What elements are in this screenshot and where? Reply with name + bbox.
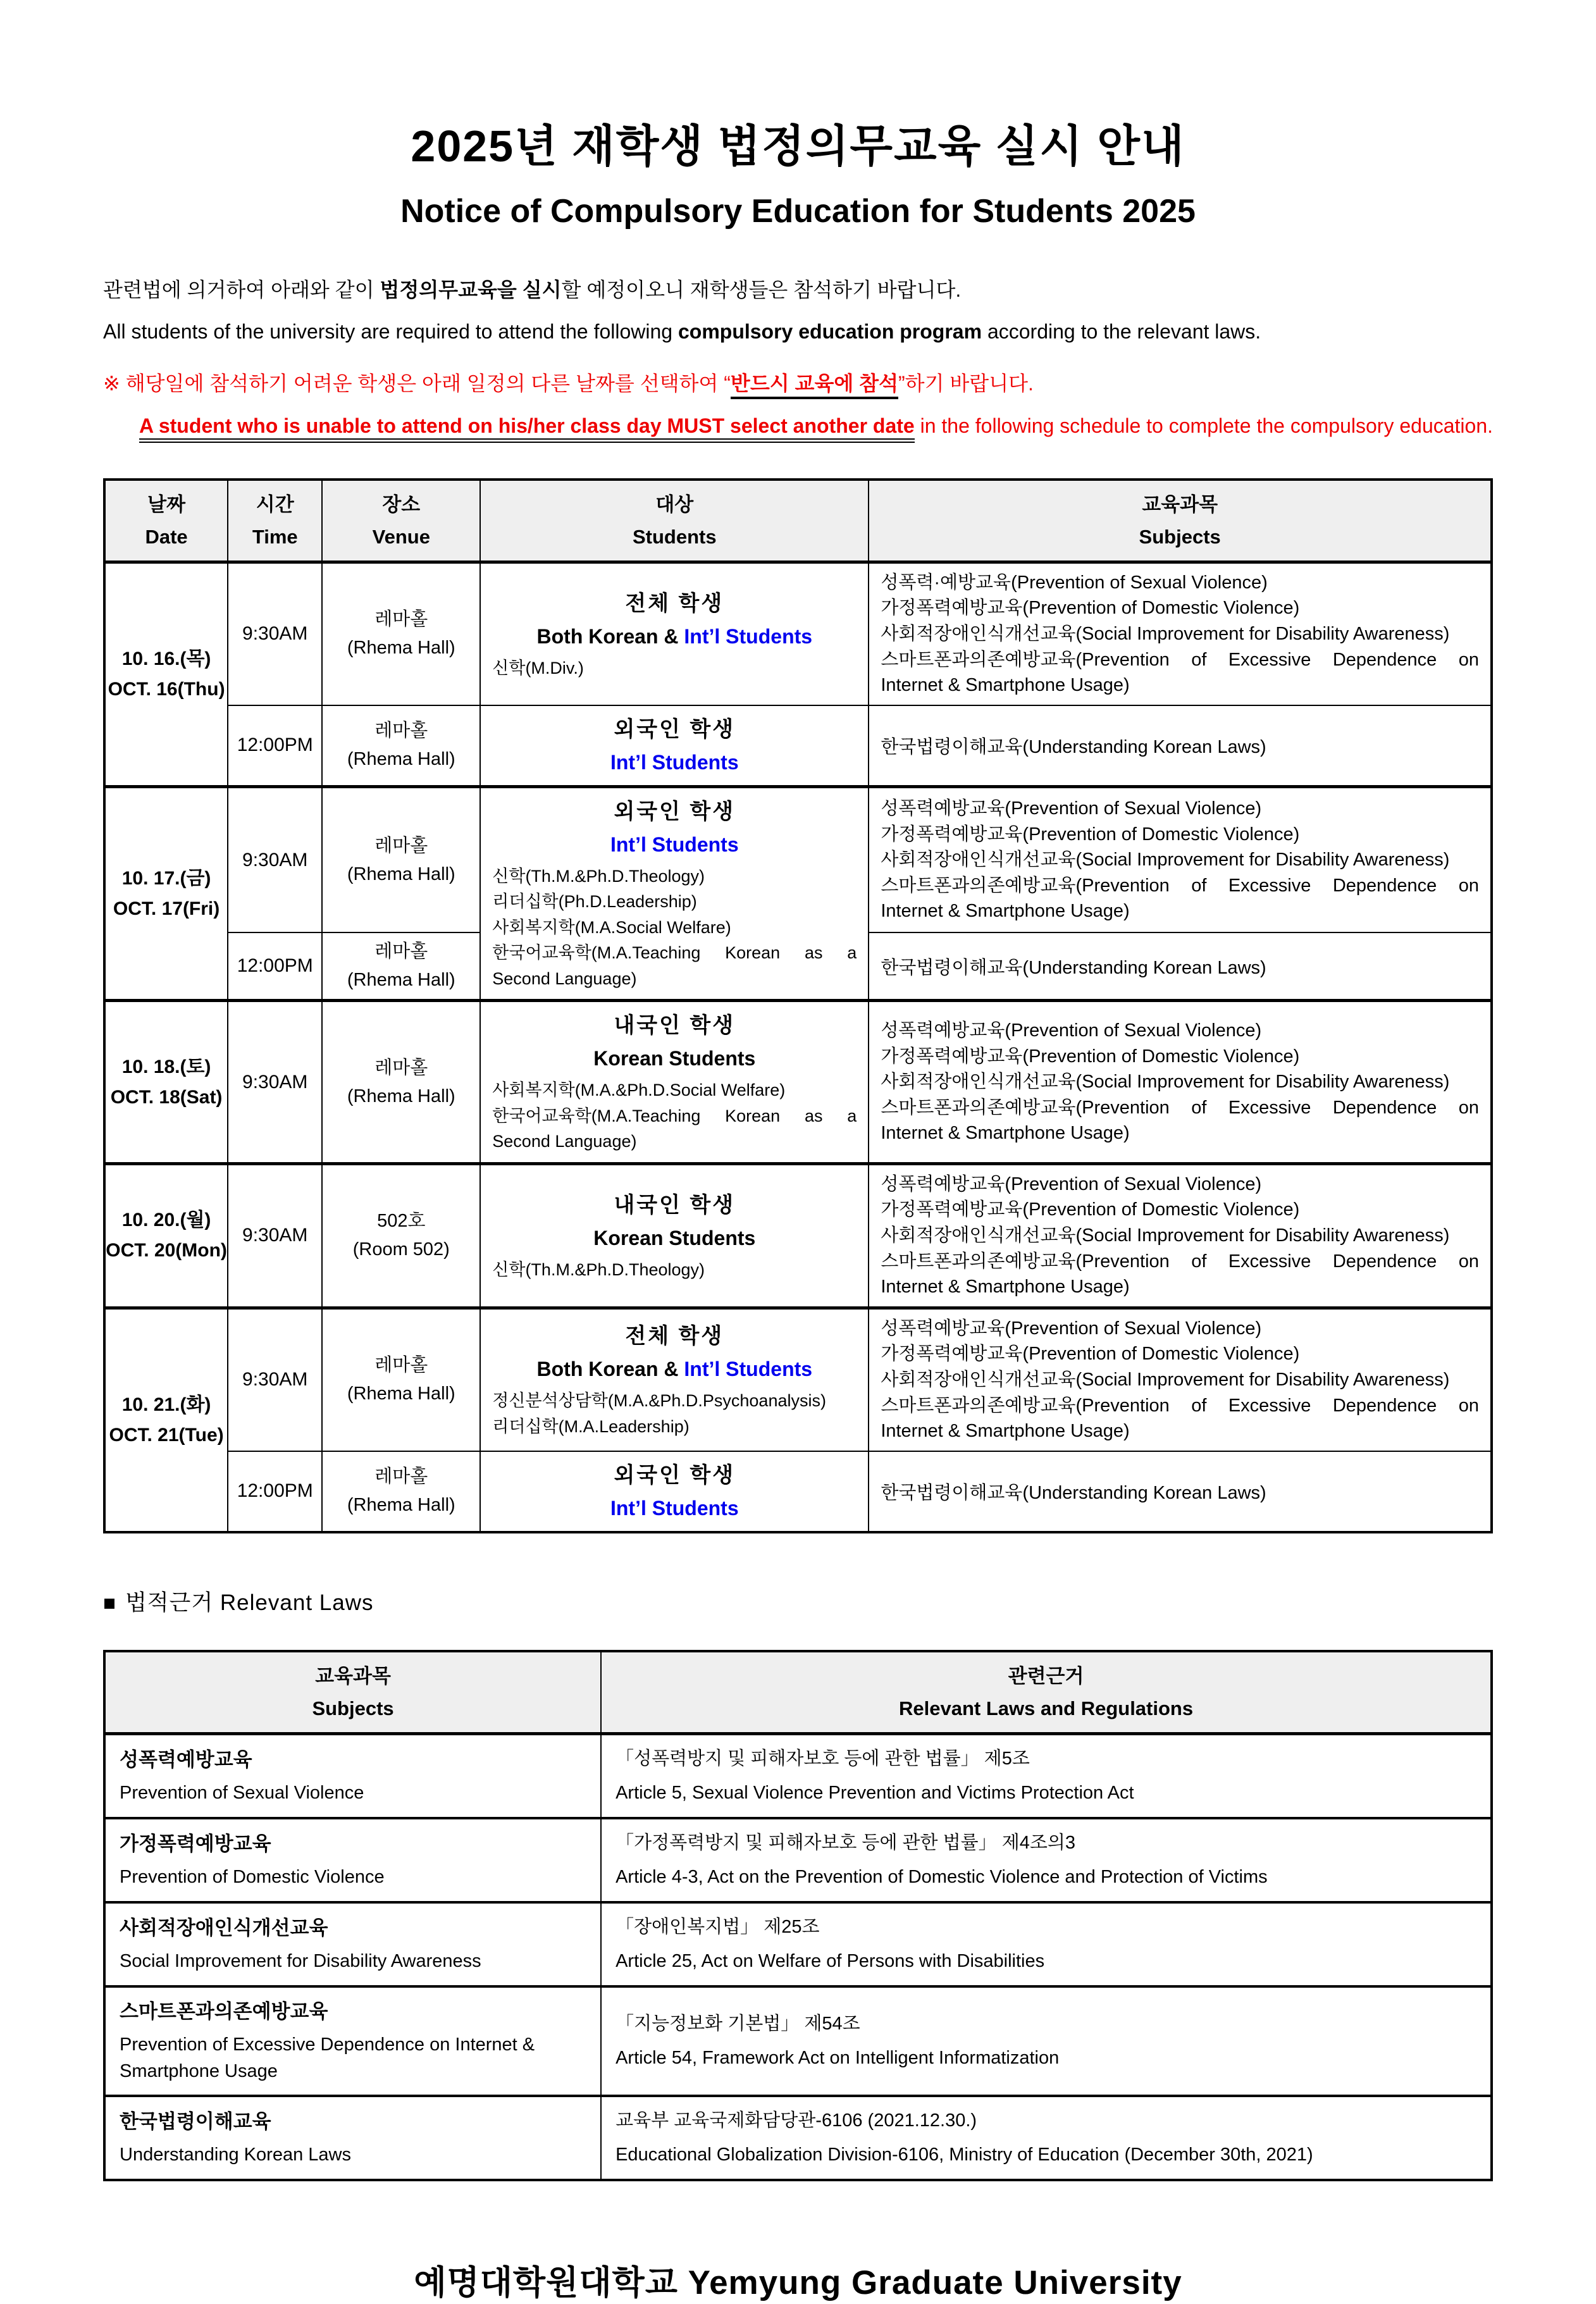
warning-en-post: in the following schedule to complete the compulsory education. (914, 414, 1494, 438)
page-title-korean: 2025년 재학생 법정의무교육 실시 안내 (411, 121, 1185, 171)
venue-cell (322, 1163, 480, 1308)
program-item: 신학(M.Div.) (492, 658, 584, 678)
students-en-blue: Int’l Students (610, 750, 739, 774)
intro-paragraphs (103, 269, 1493, 352)
students-cell (480, 786, 869, 1001)
students-label-ko: 전체 학생 (625, 591, 724, 616)
header-students (480, 480, 869, 562)
program-item: 신학(Th.M.&Ph.D.Theology) (492, 866, 705, 886)
time-cell: 9:30AM (228, 786, 322, 932)
venue-en: (Rhema Hall) (347, 970, 455, 991)
date-cell-oct20 (104, 1163, 228, 1308)
laws-subject-ko: 스마트폰과의존예방교육 (120, 2000, 328, 2023)
header-venue (322, 480, 480, 562)
intro-ko-post: 할 예정이오니 재학생들은 참석하기 바랍니다. (561, 278, 962, 301)
students-en-blue: Int’l Students (610, 833, 739, 856)
subjects-cell (869, 1163, 1492, 1308)
laws-row-smartphone-dependence (104, 1986, 1492, 2096)
subjects-cell (869, 932, 1492, 1001)
header-venue-en: Venue (372, 525, 430, 548)
intro-ko-bold: 법정의무교육을 실시 (380, 278, 562, 301)
warning-line-english (139, 405, 1493, 447)
subject-item: 한국법령이해교육(Understanding Korean Laws) (881, 736, 1266, 757)
laws-subject-cell (104, 1818, 601, 1902)
venue-en: (Rhema Hall) (347, 1495, 455, 1516)
laws-header-subjects (104, 1651, 601, 1734)
subject-item: 스마트폰과의존예방교육(Prevention of Excessive Dependence on Internet & Smartphone Usage) (881, 649, 1479, 696)
laws-regulation-ko: 「장애인복지법」 제25조 (616, 1917, 820, 1938)
laws-row-korean-laws (104, 2096, 1492, 2180)
laws-header-subjects-en: Subjects (312, 1697, 394, 1719)
laws-table (103, 1650, 1493, 2181)
header-date (104, 480, 228, 562)
subject-item: 스마트폰과의존예방교육(Prevention of Excessive Dependence on Internet & Smartphone Usage) (881, 1395, 1479, 1442)
subject-item: 스마트폰과의존예방교육(Prevention of Excessive Dependence on Internet & Smartphone Usage) (881, 1097, 1479, 1144)
program-item: 리더십학(M.A.Leadership) (492, 1416, 690, 1436)
laws-regulation-en: Article 5, Sexual Violence Prevention and Victims Protection Act (616, 1782, 1134, 1803)
program-item: 사회복지학(M.A.Social Welfare) (492, 917, 731, 937)
program-item: 사회복지학(M.A.&Ph.D.Social Welfare) (492, 1081, 786, 1100)
subject-item: 스마트폰과의존예방교육(Prevention of Excessive Dependence on Internet & Smartphone Usage) (881, 1251, 1479, 1298)
subject-item: 가정폭력예방교육(Prevention of Domestic Violence) (881, 824, 1300, 845)
students-cell (480, 1451, 869, 1532)
header-subjects-en: Subjects (1139, 525, 1221, 548)
laws-subject-ko: 성폭력예방교육 (120, 1749, 252, 1771)
subject-item: 가정폭력예방교육(Prevention of Domestic Violence) (881, 598, 1300, 619)
date-ko: 10. 18.(토) (121, 1056, 211, 1077)
venue-cell (322, 562, 480, 705)
schedule-table (103, 478, 1493, 1533)
header-date-ko: 날짜 (147, 493, 186, 516)
venue-cell (322, 932, 480, 1001)
venue-ko: 레마홀 (374, 1466, 428, 1487)
laws-regulation-en: Article 25, Act on Welfare of Persons with Disabilities (616, 1950, 1045, 1971)
venue-en: (Rhema Hall) (347, 638, 455, 659)
venue-ko: 레마홀 (374, 941, 428, 962)
students-label-en (492, 1223, 857, 1253)
venue-cell (322, 1308, 480, 1451)
laws-header-regulations-ko: 관련근거 (1008, 1664, 1084, 1687)
students-label-en (492, 1043, 857, 1074)
students-label-en (492, 1493, 857, 1523)
students-label-ko: 외국인 학생 (614, 717, 736, 741)
program-list (492, 1257, 857, 1283)
date-en: OCT. 18(Sat) (110, 1086, 223, 1108)
laws-regulation-ko: 「가정폭력방지 및 피해자보호 등에 관한 법률」 제4조의3 (616, 1833, 1075, 1854)
venue-en: (Rhema Hall) (347, 1086, 455, 1106)
venue-ko: 레마홀 (374, 609, 428, 630)
schedule-row-oct16-930 (104, 562, 1492, 705)
date-en: OCT. 20(Mon) (106, 1240, 227, 1261)
header-subjects-ko: 교육과목 (1142, 493, 1218, 516)
relevant-laws-heading (103, 1585, 1493, 1617)
laws-regulation-cell (601, 1902, 1492, 1986)
warning-ko-pre: ※ 해당일에 참석하기 어려운 학생은 아래 일정의 다른 날짜를 선택하여 “ (103, 372, 731, 395)
time-cell: 9:30AM (228, 1308, 322, 1451)
venue-cell (322, 1451, 480, 1532)
subject-item: 성폭력예방교육(Prevention of Sexual Violence) (881, 1174, 1262, 1194)
program-list (492, 655, 857, 681)
subject-item: 성폭력예방교육(Prevention of Sexual Violence) (881, 1020, 1262, 1041)
venue-cell (322, 786, 480, 932)
laws-subject-cell (104, 2096, 601, 2180)
date-ko: 10. 20.(월) (121, 1210, 211, 1231)
subjects-cell (869, 1001, 1492, 1164)
laws-subject-en: Prevention of Sexual Violence (120, 1782, 364, 1803)
subject-item: 사회적장애인식개선교육(Social Improvement for Disability Awareness) (881, 850, 1450, 870)
venue-ko: 레마홀 (374, 835, 428, 856)
laws-subject-ko: 한국법령이해교육 (120, 2110, 271, 2133)
date-ko: 10. 16.(목) (121, 648, 211, 669)
date-cell-oct16 (104, 562, 228, 786)
warning-line-korean (103, 362, 1493, 405)
venue-en: (Rhema Hall) (347, 749, 455, 770)
date-cell-oct17 (104, 786, 228, 1001)
subjects-cell (869, 705, 1492, 787)
students-en-black: Both Korean & (536, 624, 684, 648)
intro-en-bold: compulsory education program (677, 319, 982, 343)
laws-subject-en: Prevention of Excessive Dependence on Internet & Smartphone Usage (120, 2034, 535, 2082)
subjects-cell (869, 786, 1492, 932)
subjects-cell (869, 562, 1492, 705)
schedule-row-oct21-1200 (104, 1451, 1492, 1532)
students-cell (480, 1308, 869, 1451)
laws-regulation-en: Educational Globalization Division-6106, Ministry of Education (December 30th, 2021) (616, 2144, 1313, 2165)
subject-item: 가정폭력예방교육(Prevention of Domestic Violence) (881, 1046, 1300, 1067)
schedule-row-oct17-930 (104, 786, 1492, 932)
date-cell-oct21 (104, 1308, 228, 1532)
intro-ko-pre: 관련법에 의거하여 아래와 같이 (103, 278, 380, 301)
students-cell (480, 562, 869, 705)
laws-regulation-cell (601, 1986, 1492, 2096)
date-en: OCT. 17(Fri) (113, 898, 220, 919)
students-label-ko: 내국인 학생 (614, 1192, 736, 1217)
header-time-ko: 시간 (256, 493, 294, 516)
students-label-ko: 외국인 학생 (614, 799, 736, 824)
laws-regulation-cell (601, 1734, 1492, 1819)
intro-paragraph-korean (103, 269, 1493, 311)
students-label-en (492, 829, 857, 860)
schedule-row-oct21-930 (104, 1308, 1492, 1451)
subject-item: 사회적장애인식개선교육(Social Improvement for Disability Awareness) (881, 624, 1450, 645)
warning-ko-post: ”하기 바랍니다. (898, 372, 1034, 395)
laws-regulation-en: Article 54, Framework Act on Intelligent Informatization (616, 2047, 1060, 2068)
subject-item: 가정폭력예방교육(Prevention of Domestic Violence) (881, 1199, 1300, 1220)
laws-subject-cell (104, 1986, 601, 2096)
subject-item: 한국법령이해교육(Understanding Korean Laws) (881, 1482, 1266, 1503)
students-cell (480, 1001, 869, 1164)
date-en: OCT. 16(Thu) (108, 678, 225, 700)
schedule-row-oct16-1200 (104, 705, 1492, 787)
program-item: 한국어교육학(M.A.Teaching Korean as a Second Language) (492, 1106, 857, 1151)
students-en-black: Korean Students (593, 1226, 756, 1249)
laws-subject-en: Social Improvement for Disability Awareness (120, 1950, 481, 1971)
laws-regulation-cell (601, 2096, 1492, 2180)
relevant-laws-heading-text: 법적근거 Relevant Laws (125, 1590, 374, 1615)
program-item: 한국어교육학(M.A.Teaching Korean as a Second Language) (492, 943, 857, 988)
subject-item: 성폭력예방교육(Prevention of Sexual Violence) (881, 798, 1262, 819)
students-label-en (492, 621, 857, 652)
subject-item: 사회적장애인식개선교육(Social Improvement for Disability Awareness) (881, 1072, 1450, 1093)
header-subjects (869, 480, 1492, 562)
laws-subject-ko: 사회적장애인식개선교육 (120, 1917, 328, 1940)
laws-regulation-ko: 「지능정보화 기본법」 제54조 (616, 2014, 860, 2035)
subject-item: 사회적장애인식개선교육(Social Improvement for Disability Awareness) (881, 1369, 1450, 1390)
laws-row-sexual-violence (104, 1734, 1492, 1819)
header-date-en: Date (145, 525, 188, 548)
program-item: 신학(Th.M.&Ph.D.Theology) (492, 1260, 705, 1279)
subject-item: 사회적장애인식개선교육(Social Improvement for Disability Awareness) (881, 1225, 1450, 1246)
laws-subject-ko: 가정폭력예방교육 (120, 1833, 271, 1855)
header-venue-ko: 장소 (382, 493, 421, 516)
date-cell-oct18 (104, 1001, 228, 1164)
venue-ko: 502호 (377, 1211, 426, 1232)
time-cell: 9:30AM (228, 1163, 322, 1308)
laws-row-disability-awareness (104, 1902, 1492, 1986)
students-en-black: Both Korean & (536, 1358, 684, 1381)
warning-ko-underlined: 반드시 교육에 참석 (731, 372, 898, 399)
students-label-ko: 내국인 학생 (614, 1013, 736, 1038)
subjects-cell (869, 1451, 1492, 1532)
intro-paragraph-english (103, 311, 1493, 353)
laws-regulation-ko: 교육부 교육국제화담당관-6106 (2021.12.30.) (616, 2110, 977, 2131)
program-list (492, 1388, 857, 1439)
time-cell: 9:30AM (228, 562, 322, 705)
schedule-header-row (104, 480, 1492, 562)
students-en-blue: Int’l Students (684, 624, 813, 648)
date-ko: 10. 17.(금) (121, 867, 211, 889)
time-cell: 12:00PM (228, 705, 322, 787)
schedule-row-oct18 (104, 1001, 1492, 1164)
laws-header-regulations-en: Relevant Laws and Regulations (898, 1697, 1194, 1719)
program-list (492, 1077, 857, 1155)
attendance-warning (103, 362, 1493, 447)
subjects-cell (869, 1308, 1492, 1451)
laws-regulation-en: Article 4-3, Act on the Prevention of Domestic Violence and Protection of Victims (616, 1866, 1268, 1887)
subject-item: 한국법령이해교육(Understanding Korean Laws) (881, 957, 1266, 978)
intro-en-pre: All students of the university are required to attend the following (103, 319, 678, 343)
time-cell: 9:30AM (228, 1001, 322, 1164)
program-item: 리더십학(Ph.D.Leadership) (492, 892, 697, 912)
program-item: 정신분석상담학(M.A.&Ph.D.Psychoanalysis) (492, 1391, 826, 1411)
venue-ko: 레마홀 (374, 1057, 428, 1078)
warning-en-underlined: A student who is unable to attend on his/her class day MUST select another date (139, 414, 915, 443)
subject-item: 가정폭력예방교육(Prevention of Domestic Violence) (881, 1344, 1300, 1365)
students-cell (480, 705, 869, 787)
subject-item: 성폭력·예방교육(Prevention of Sexual Violence) (881, 572, 1268, 593)
venue-ko: 레마홀 (374, 721, 428, 741)
laws-subject-cell (104, 1734, 601, 1819)
header-time (228, 480, 322, 562)
laws-header-row (104, 1651, 1492, 1734)
students-en-black: Korean Students (593, 1047, 756, 1070)
students-label-en (492, 1354, 857, 1384)
laws-subject-en: Prevention of Domestic Violence (120, 1866, 385, 1887)
time-cell: 12:00PM (228, 932, 322, 1001)
university-name-footer: 예명대학원대학교 Yemyung Graduate University (414, 2264, 1182, 2302)
venue-cell (322, 1001, 480, 1164)
venue-cell (322, 705, 480, 787)
students-label-en (492, 747, 857, 777)
program-list (492, 864, 857, 992)
square-bullet-icon: ■ (103, 1590, 116, 1614)
header-time-en: Time (252, 525, 298, 548)
students-en-blue: Int’l Students (610, 1496, 739, 1520)
subject-item: 성폭력예방교육(Prevention of Sexual Violence) (881, 1318, 1262, 1339)
intro-en-post: according to the relevant laws. (982, 319, 1261, 343)
schedule-row-oct20 (104, 1163, 1492, 1308)
time-cell: 12:00PM (228, 1451, 322, 1532)
subject-item: 스마트폰과의존예방교육(Prevention of Excessive Dependence on Internet & Smartphone Usage) (881, 875, 1479, 922)
laws-header-subjects-ko: 교육과목 (315, 1664, 391, 1687)
laws-regulation-cell (601, 1818, 1492, 1902)
venue-en: (Rhema Hall) (347, 1384, 455, 1404)
laws-row-domestic-violence (104, 1818, 1492, 1902)
laws-regulation-ko: 「성폭력방지 및 피해자보호 등에 관한 법률」 제5조 (616, 1749, 1030, 1769)
header-students-en: Students (632, 525, 717, 548)
students-label-ko: 전체 학생 (625, 1324, 724, 1349)
date-en: OCT. 21(Tue) (109, 1424, 224, 1446)
page-title-english: Notice of Compulsory Education for Students 2025 (400, 193, 1196, 230)
students-cell (480, 1163, 869, 1308)
venue-en: (Room 502) (352, 1239, 450, 1260)
laws-subject-en: Understanding Korean Laws (120, 2145, 351, 2165)
laws-header-regulations (601, 1651, 1492, 1734)
venue-en: (Rhema Hall) (347, 864, 455, 884)
laws-subject-cell (104, 1902, 601, 1986)
date-ko: 10. 21.(화) (121, 1394, 211, 1415)
header-students-ko: 대상 (655, 493, 694, 516)
students-label-ko: 외국인 학생 (614, 1463, 736, 1487)
venue-ko: 레마홀 (374, 1355, 428, 1376)
students-en-blue: Int’l Students (684, 1358, 813, 1381)
